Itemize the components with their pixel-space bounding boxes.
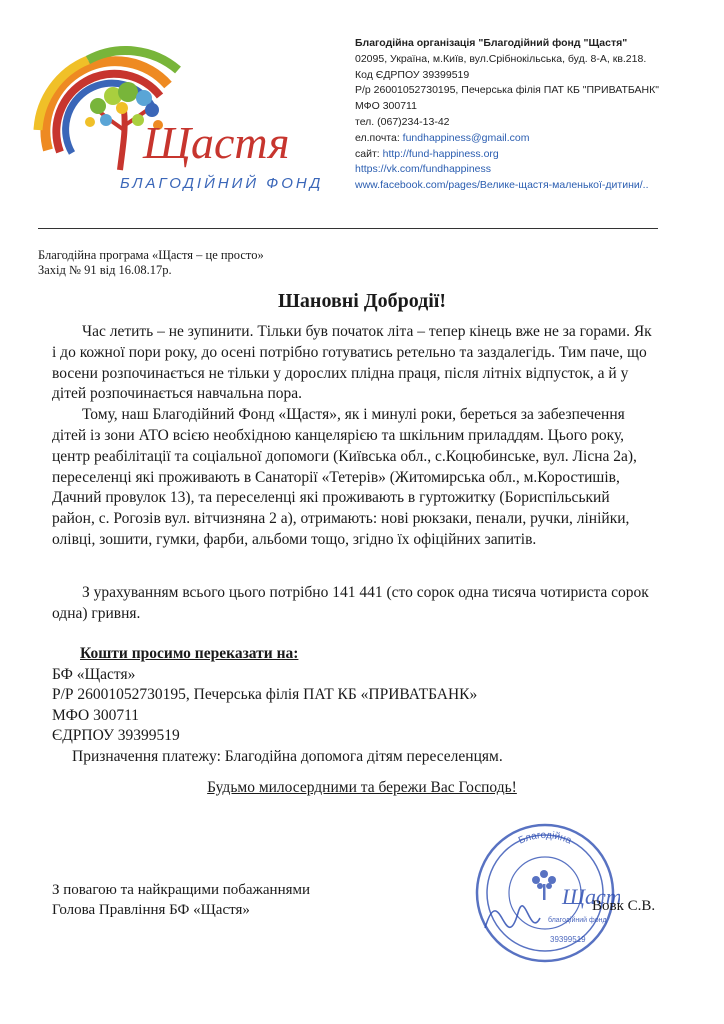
- bank-details: [52, 644, 503, 767]
- tree-logo-icon: [28, 30, 328, 205]
- bank-fund: БФ «Щастя»: [52, 665, 136, 683]
- org-address: 02095, Україна, м.Київ, вул.Срібнокільська, буд. 8-А, кв.218.: [355, 52, 647, 65]
- email-link[interactable]: fundhappiness@gmail.com: [402, 131, 530, 144]
- letter-title: Шановні Добродії!: [277, 290, 447, 312]
- letter-amount: [52, 583, 652, 625]
- stamp-code: 39399519: [550, 935, 586, 944]
- paragraph-intro: Час летить – не зупинити. Тільки був початок літа – тепер кінець вже не за горами. Як і до кожної пори року, до осені потрібно готуватись ретельно та заздалегідь. Тим паче, що восени розпочинається не тільки у дорослих плідна праця, після літніх відпусток, а й у дітей розпочинається навчальна пора.: [52, 323, 652, 403]
- signature-position: Голова Правління БФ «Щастя»: [52, 902, 250, 918]
- fund-logo: [28, 30, 328, 205]
- program-name: Благодійна програма «Щастя – це просто»: [38, 248, 264, 262]
- stamp-center-text: Щас: [562, 884, 606, 909]
- facebook-link[interactable]: www.facebook.com/pages/Велике-щастя-маленької-дитини/..: [355, 179, 649, 192]
- header-divider: [38, 228, 658, 229]
- program-event: Захід № 91 від 16.08.17р.: [38, 263, 172, 277]
- email-label: ел.почта:: [355, 131, 403, 144]
- paragraph-main: Тому, наш Благодійний Фонд «Щастя», як і минулі роки, береться за забезпечення дітей із зони АТО всією необхідною канцелярією та шкільним приладдям. Цього року, центр реабілітації та соціальної допомоги (Київська обл., с.Коцюбинське, вул. Лісна 2а), переселенці які проживають в Санаторії «Тетерів» (Житомирська обл., м.Коростишів, Дачний провулок 13), та переселенці які проживають в гуртожитку (Бориспільський район, с. Рогозів вул. вітчизняна 2 а), отримають: нові рюкзаки, пенали, ручки, лінійки, олівці, зошити, гумки, фарби, альбоми тощо, згідно їх офіційних запитів.: [52, 406, 637, 548]
- paragraph-amount: З урахуванням всього цього потрібно 141 441 (сто сорок одна тисяча чотириста сорок одна) гривня.: [52, 584, 649, 622]
- site-link[interactable]: http://fund-happiness.org: [382, 147, 499, 160]
- bank-edrpou: ЄДРПОУ 39399519: [52, 727, 180, 744]
- logo-wordmark: Щастя: [143, 117, 290, 168]
- bank-account: Р/Р 26001052730195, Печерська філія ПАТ КБ «ПРИВАТБАНК»: [52, 686, 478, 703]
- bank-heading: Кошти просимо переказати на:: [80, 645, 299, 662]
- org-requisites: [355, 36, 659, 194]
- site-label: сайт:: [355, 147, 383, 160]
- stamp-ring-text: Благодійна: [516, 829, 574, 847]
- organization-stamp: [470, 818, 620, 968]
- logo-tagline: БЛАГОДІЙНИЙ ФОНД: [120, 175, 324, 192]
- payment-purpose: Призначення платежу: Благодійна допомога дітям переселенцям.: [72, 747, 503, 765]
- blessing-line: Будьмо милосердними та бережи Вас Господь!: [207, 779, 517, 796]
- signature-block: [52, 880, 310, 920]
- letter-body: [52, 322, 652, 551]
- vk-link[interactable]: https://vk.com/fundhappiness: [355, 163, 491, 176]
- org-phone: тел. (067)234-13-42: [355, 115, 450, 128]
- org-name: Благодійна організація "Благодійний фонд "Щастя": [355, 37, 628, 49]
- stamp-seal-icon: [470, 818, 620, 968]
- org-site-row: [355, 147, 659, 163]
- stamp-inner-text: благодійний фонд: [548, 917, 607, 924]
- org-mfo: МФО 300711: [355, 100, 417, 113]
- signatory-name: Вовк С.В.: [592, 898, 656, 914]
- signature-regards: З повагою та найкращими побажаннями: [52, 882, 311, 898]
- org-email-row: [355, 131, 659, 147]
- bank-mfo: МФО 300711: [52, 706, 140, 724]
- org-account: Р/р 26001052730195, Печерська філія ПАТ КБ "ПРИВАТБАНК": [355, 84, 659, 97]
- org-edrpou: Код ЄДРПОУ 39399519: [355, 68, 470, 81]
- program-info: [38, 248, 264, 278]
